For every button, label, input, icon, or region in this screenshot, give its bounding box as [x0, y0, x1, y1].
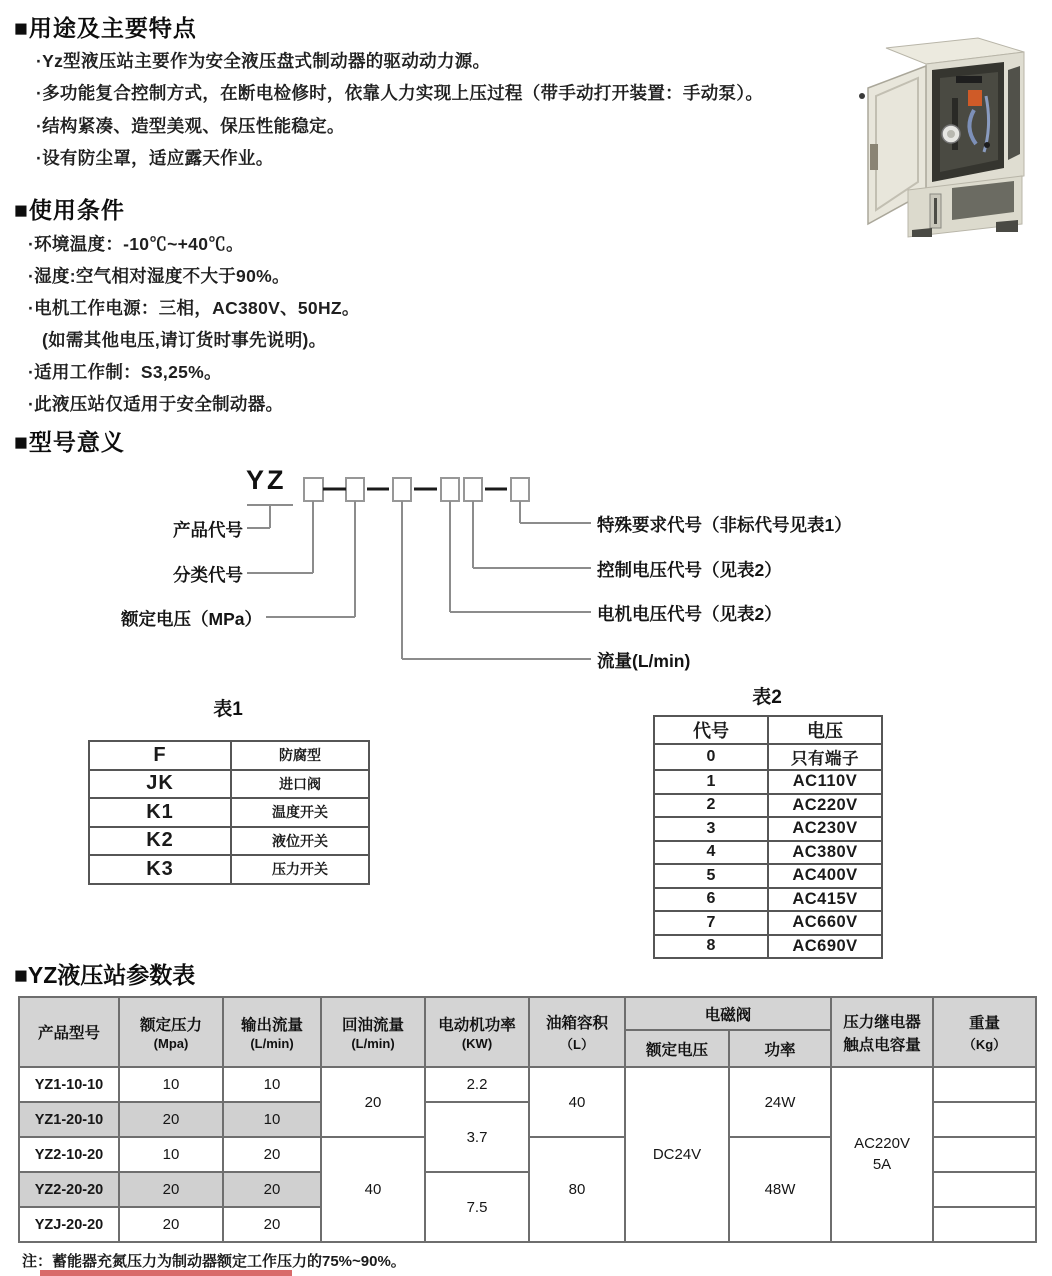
- code-cell: 1: [654, 770, 768, 794]
- table-row: [89, 798, 369, 827]
- model-code-box: [464, 478, 482, 501]
- header-model: 产品型号: [19, 997, 119, 1067]
- condition-bullet-continuation: (如需其他电压,请订货时事先说明)。: [42, 330, 327, 350]
- desc-cell: 进口阀: [231, 770, 369, 799]
- header-voltage: 电压: [768, 716, 882, 744]
- header-valve-power: 功率: [729, 1030, 831, 1067]
- outflow-cell: 20: [223, 1207, 321, 1242]
- table-row: [654, 744, 882, 770]
- voltage-cell: AC415V: [768, 888, 882, 912]
- voltage-cell: AC110V: [768, 770, 882, 794]
- code-cell: 6: [654, 888, 768, 912]
- condition-bullet: ·适用工作制：S3,25%。: [28, 362, 222, 382]
- code-cell: K1: [89, 798, 231, 827]
- table-row: [654, 888, 882, 912]
- code-cell: JK: [89, 770, 231, 799]
- table2-title: 表2: [752, 687, 782, 708]
- table-row: [654, 794, 882, 818]
- yz-parameters-table: [18, 996, 1037, 1243]
- feature-bullet: ·设有防尘罩，适应露天作业。: [36, 148, 274, 168]
- special-codes-table: [88, 740, 370, 885]
- code-cell: 8: [654, 935, 768, 959]
- model-meaning-title: ■型号意义: [14, 429, 125, 455]
- table-row: [654, 770, 882, 794]
- header-pressure: 额定压力 (Mpa): [119, 997, 223, 1067]
- label-motor-voltage: 电机电压代号（见表2）: [597, 604, 782, 624]
- desc-cell: 液位开关: [231, 827, 369, 856]
- outflow-cell: 10: [223, 1102, 321, 1137]
- weight-cell: [933, 1137, 1036, 1172]
- header-weight: 重量 （Kg）: [933, 997, 1036, 1067]
- label-special-requirement: 特殊要求代号（非标代号见表1）: [597, 515, 852, 535]
- valve-power-cell: 48W: [729, 1137, 831, 1242]
- table-row: [89, 770, 369, 799]
- features-section-title: ■用途及主要特点: [14, 15, 197, 41]
- model-cell: YZJ-20-20: [19, 1207, 119, 1242]
- desc-cell: 压力开关: [231, 855, 369, 884]
- header-tank-volume: 油箱容积 （L）: [529, 997, 625, 1067]
- header-backflow: 回油流量 (L/min): [321, 997, 425, 1067]
- feature-bullet: ·Yz型液压站主要作为安全液压盘式制动器的驱动动力源。: [36, 51, 491, 71]
- header-motor-power: 电动机功率 (KW): [425, 997, 529, 1067]
- model-cell: YZ1-10-10: [19, 1067, 119, 1102]
- condition-bullet: ·此液压站仅适用于安全制动器。: [28, 394, 284, 414]
- condition-bullet: ·电机工作电源：三相，AC380V、50HZ。: [28, 298, 360, 318]
- code-cell: 7: [654, 911, 768, 935]
- model-code-box: [346, 478, 364, 501]
- feature-bullet: ·多功能复合控制方式，在断电检修时，依靠人力实现上压过程（带手动打开装置：手动泵）。: [36, 83, 764, 103]
- condition-bullet: ·环境温度：-10℃~+40℃。: [28, 234, 244, 254]
- pressure-cell: 20: [119, 1207, 223, 1242]
- model-code-box: [441, 478, 459, 501]
- outflow-cell: 20: [223, 1137, 321, 1172]
- label-flow: 流量(L/min): [597, 651, 691, 671]
- table-header-row: [654, 716, 882, 744]
- model-cell: YZ2-20-20: [19, 1172, 119, 1207]
- table-row: [654, 864, 882, 888]
- voltage-cell: AC400V: [768, 864, 882, 888]
- table-row: [654, 935, 882, 959]
- voltage-codes-table: [653, 715, 883, 959]
- model-code-box: [304, 478, 323, 501]
- voltage-cell: AC380V: [768, 841, 882, 865]
- table-row: [89, 855, 369, 884]
- weight-cell: [933, 1207, 1036, 1242]
- weight-cell: [933, 1067, 1036, 1102]
- outflow-cell: 10: [223, 1067, 321, 1102]
- model-code-box: [393, 478, 411, 501]
- usage-conditions-title: ■使用条件: [14, 197, 125, 223]
- valve-voltage-cell: DC24V: [625, 1067, 729, 1242]
- params-header-row-1: [19, 997, 1036, 1030]
- desc-cell: 温度开关: [231, 798, 369, 827]
- params-section-title: ■YZ液压站参数表: [14, 962, 196, 988]
- table-row: [89, 741, 369, 770]
- code-cell: K3: [89, 855, 231, 884]
- header-valve-voltage: 额定电压: [625, 1030, 729, 1067]
- table-row: [654, 911, 882, 935]
- condition-bullet: ·湿度:空气相对湿度不大于90%。: [28, 266, 290, 286]
- label-control-voltage: 控制电压代号（见表2）: [597, 560, 782, 580]
- tank-volume-cell: 40: [529, 1067, 625, 1137]
- voltage-cell: AC220V: [768, 794, 882, 818]
- params-row: [19, 1067, 1036, 1102]
- product-photo: [856, 26, 1036, 238]
- voltage-cell: AC660V: [768, 911, 882, 935]
- red-divider-bar: [40, 1270, 292, 1276]
- table-row: [654, 841, 882, 865]
- footnote: 注：蓄能器充氮压力为制动器额定工作压力的75%~90%。: [22, 1253, 406, 1270]
- backflow-cell: 40: [321, 1137, 425, 1242]
- model-code-box: [511, 478, 529, 501]
- backflow-cell: 20: [321, 1067, 425, 1137]
- code-cell: F: [89, 741, 231, 770]
- model-prefix: YZ: [246, 465, 287, 495]
- pressure-cell: 20: [119, 1102, 223, 1137]
- header-code: 代号: [654, 716, 768, 744]
- voltage-cell: AC230V: [768, 817, 882, 841]
- model-cell: YZ1-20-10: [19, 1102, 119, 1137]
- table1-title: 表1: [213, 699, 243, 720]
- label-class-code: 分类代号: [173, 565, 243, 585]
- desc-cell: 防腐型: [231, 741, 369, 770]
- code-cell: K2: [89, 827, 231, 856]
- voltage-cell: AC690V: [768, 935, 882, 959]
- tank-volume-cell: 80: [529, 1137, 625, 1242]
- model-cell: YZ2-10-20: [19, 1137, 119, 1172]
- relay-capacity-cell: AC220V 5A: [831, 1067, 933, 1242]
- code-cell: 0: [654, 744, 768, 770]
- table-row: [654, 817, 882, 841]
- header-outflow: 输出流量 (L/min): [223, 997, 321, 1067]
- pressure-cell: 10: [119, 1137, 223, 1172]
- pressure-cell: 10: [119, 1067, 223, 1102]
- weight-cell: [933, 1172, 1036, 1207]
- table-row: [89, 827, 369, 856]
- header-solenoid-valve: 电磁阀: [625, 997, 831, 1030]
- feature-bullet: ·结构紧凑、造型美观、保压性能稳定。: [36, 116, 345, 136]
- motor-power-cell: 2.2: [425, 1067, 529, 1102]
- valve-power-cell: 24W: [729, 1067, 831, 1137]
- motor-power-cell: 7.5: [425, 1172, 529, 1242]
- outflow-cell: 20: [223, 1172, 321, 1207]
- code-cell: 3: [654, 817, 768, 841]
- motor-power-cell: 3.7: [425, 1102, 529, 1172]
- code-cell: 2: [654, 794, 768, 818]
- label-product-code: 产品代号: [173, 520, 243, 540]
- label-rated-pressure: 额定电压（MPa）: [121, 609, 262, 629]
- weight-cell: [933, 1102, 1036, 1137]
- code-cell: 4: [654, 841, 768, 865]
- pressure-cell: 20: [119, 1172, 223, 1207]
- voltage-cell: 只有端子: [768, 744, 882, 770]
- code-cell: 5: [654, 864, 768, 888]
- header-pressure-relay: 压力继电器 触点电容量: [831, 997, 933, 1067]
